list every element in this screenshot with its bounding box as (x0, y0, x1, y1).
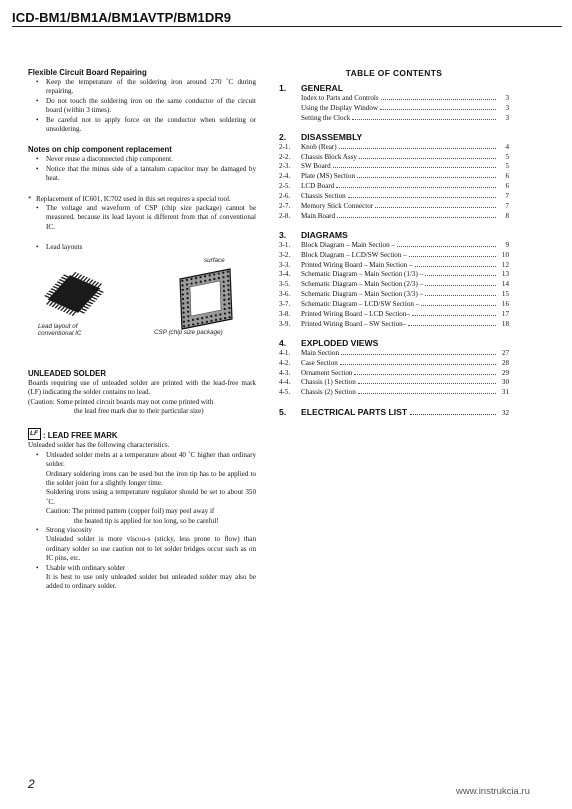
toc-section-heading[interactable] (279, 338, 509, 349)
toc-entry-title: Main Board (301, 211, 336, 220)
ic-lead (57, 281, 63, 284)
toc-leader-dots (409, 256, 496, 257)
toc-entry-title: Chassis (1) Section (301, 378, 356, 387)
toc-entry-number: 4-2. (279, 358, 291, 367)
toc-section-title: ELECTRICAL PARTS LIST (301, 407, 408, 418)
toc-leader-dots (415, 266, 497, 267)
toc-entry[interactable] (279, 378, 509, 388)
csp-ball (229, 316, 231, 318)
lead-free-mark-heading: LF : LEAD FREE MARK (30, 430, 118, 441)
toc-entry[interactable] (279, 114, 509, 124)
toc-entry-title: Schematic Diagram – Main Section (2/3) – (301, 280, 424, 289)
csp-ball (219, 313, 221, 315)
toc-entry[interactable] (279, 270, 509, 280)
toc-entry[interactable] (279, 182, 509, 192)
conventional-ic-label: Lead layout of conventional IC (38, 322, 82, 338)
conventional-ic-figure (34, 259, 114, 329)
lf-visc-p: Unleaded solder is more viscou-s (sticky, less prone to flow) than ordinary solder so use caution not to let solder bridges occur such as on IC pins, etc. (46, 535, 256, 563)
toc-entry-page: 4 (505, 142, 509, 151)
csp-ball (183, 320, 185, 322)
toc-leader-dots (340, 364, 496, 365)
toc-entry[interactable] (279, 172, 509, 182)
toc-entry-page: 8 (505, 211, 509, 220)
toc-entry-page: 18 (501, 319, 509, 328)
lf-mark-icon: LF (28, 428, 41, 440)
ic-lead (61, 276, 67, 279)
toc-leader-dots (397, 246, 496, 247)
toc-entry-number: 3-6. (279, 290, 291, 299)
csp-ball (218, 277, 220, 279)
csp-label: CSP (chip size package) (154, 328, 223, 336)
toc-leader-dots (357, 177, 496, 178)
toc-entry-page: 7 (505, 192, 509, 201)
toc-entry-page: 14 (501, 280, 509, 289)
lead-layouts-bullet: • Lead layouts (36, 243, 83, 252)
toc-entry-number: 4-5. (279, 388, 291, 397)
toc-entry-page: 3 (505, 103, 509, 112)
toc-entry-title: Printed Wiring Board – LCD Section– (301, 310, 410, 319)
toc-entry-title: Schematic Diagram – Main Section (3/3) – (301, 290, 424, 299)
toc-entry[interactable] (279, 320, 509, 330)
ic-lead (59, 279, 65, 282)
csp-ball (222, 276, 224, 278)
toc-entry-title: Knob (Rear) (301, 142, 337, 151)
toc-entry-title: SW Board (301, 162, 331, 171)
flex-bullet: • Keep the temperature of the soldering iron around 270 ˚C during repairing. (36, 78, 256, 96)
toc-entry-page: 6 (505, 182, 509, 191)
csp-ball (192, 323, 194, 325)
toc-entry[interactable] (279, 143, 509, 153)
ic-lead (90, 299, 96, 302)
toc-leader-dots (375, 207, 496, 208)
toc-leader-dots (339, 148, 496, 149)
csp-ball (223, 285, 225, 287)
lf-intro: Unleaded solder has the following characteristics. (28, 441, 170, 450)
csp-ball (218, 272, 220, 274)
toc-entry-title: Using the Display Window (301, 103, 379, 112)
csp-ball (195, 281, 197, 283)
ic-lead (94, 294, 100, 297)
csp-ball (209, 274, 211, 276)
flex-bullet: • Do not touch the soldering iron on the same conductor of the circuit board (within 3 times). (36, 96, 256, 115)
ic-lead (92, 296, 98, 299)
toc-entry[interactable] (279, 251, 509, 261)
toc-entry-title: Index to Parts and Controls (301, 94, 379, 102)
toc-entry[interactable] (279, 192, 509, 202)
toc-entry[interactable] (279, 349, 509, 359)
csp-ball (215, 318, 217, 320)
csp-ball (197, 318, 199, 320)
toc-entry[interactable] (279, 388, 509, 398)
csp-ball (182, 307, 184, 309)
toc-section-heading[interactable] (279, 230, 509, 241)
toc-entry-number: 4-3. (279, 368, 291, 377)
csp-figure (160, 263, 250, 331)
toc-entry-page: 29 (501, 368, 509, 377)
header-rule (12, 26, 562, 27)
toc-entry-page: 17 (501, 310, 509, 319)
toc-leader-dots (381, 99, 496, 100)
toc-entry[interactable] (279, 261, 509, 271)
toc-entry-title: Schematic Diagram – Main Section (1/3) – (301, 270, 424, 279)
csp-ball (227, 288, 229, 290)
toc-entry-page: 15 (501, 290, 509, 299)
toc-entry-page: 13 (501, 270, 509, 279)
toc-entry-number: 2-2. (279, 152, 291, 161)
csp-ball (222, 271, 224, 273)
toc-entry-page: 5 (505, 152, 509, 161)
csp-ball (187, 306, 189, 308)
toc-entry-number: 3-3. (279, 260, 291, 269)
csp-ball (228, 307, 230, 309)
unleaded-caution-cont: the lead free mark due to their particular size) (74, 406, 204, 415)
csp-ball (206, 320, 208, 322)
csp-ball (192, 318, 194, 320)
toc-entry[interactable] (279, 300, 509, 310)
toc-sections (279, 83, 509, 398)
toc-entry[interactable] (279, 153, 509, 163)
csp-ball (224, 312, 226, 314)
watermark: www.instrukcia.ru (456, 786, 530, 797)
toc-entry[interactable] (279, 359, 509, 369)
csp-ball (223, 280, 225, 282)
lf-item-usable: • Usable with ordinary solder (36, 563, 125, 572)
toc-entry-number: 3-8. (279, 310, 291, 319)
ic-lead (96, 292, 102, 295)
csp-ball (186, 288, 188, 290)
lead-layout-figures (28, 257, 256, 349)
csp-ball (183, 316, 185, 318)
csp-ball (181, 279, 183, 281)
toc-entry-page: 16 (501, 300, 509, 309)
toc-entry-title: Chassis Section (301, 192, 346, 201)
ic-lead (98, 290, 104, 293)
toc-leader-dots (337, 217, 496, 218)
toc-entry[interactable] (279, 162, 509, 172)
csp-ball (213, 278, 215, 280)
csp-ball (224, 317, 226, 319)
csp-ball (191, 282, 193, 284)
toc-section-electrical-parts[interactable] (279, 407, 509, 419)
csp-bullet: • The voltage and waveform of CSP (chip size package) cannot be measured, because its lead layout is different from that of conventional IC. (36, 204, 256, 231)
toc-entry-page: 6 (505, 172, 509, 181)
csp-ball (201, 317, 203, 319)
toc-entry[interactable] (279, 369, 509, 379)
toc-section-number: 3. (279, 229, 287, 240)
ic-lead (79, 310, 85, 313)
toc-entry-title: Ornament Section (301, 368, 353, 377)
ic-lead (88, 301, 94, 304)
csp-ball (186, 278, 188, 280)
csp-ball (227, 279, 229, 281)
lf-melt-p1: Ordinary soldering irons can be used but the iron tip has to be applied to the solder joint for a slightly longer time. (46, 469, 256, 487)
toc-entry-number: 2-4. (279, 172, 291, 181)
toc-entry-number: 3-5. (279, 280, 291, 289)
toc-entry-page: 3 (505, 113, 509, 122)
csp-ball (186, 292, 188, 294)
csp-ball (187, 297, 189, 299)
toc-entry-title: Printed Wiring Board – SW Section– (301, 319, 407, 328)
csp-ball (227, 270, 229, 272)
csp-ball (227, 284, 229, 286)
toc-leader-dots (348, 197, 496, 198)
toc-entry[interactable] (279, 104, 509, 114)
csp-ball (182, 302, 184, 304)
csp-ball (209, 278, 211, 280)
toc-entry-title: Block Diagram – Main Section – (301, 240, 395, 249)
csp-ball (187, 301, 189, 303)
csp-ball (210, 315, 212, 317)
toc-leader-dots (412, 315, 496, 316)
csp-ball (223, 289, 225, 291)
csp-ball (187, 315, 189, 317)
csp-ball (182, 298, 184, 300)
toc-entry-number: 2-7. (279, 202, 291, 211)
toc-entry-number: 2-1. (279, 142, 291, 151)
ic-lead (86, 303, 92, 306)
csp-ball (200, 280, 202, 282)
csp-ball (204, 279, 206, 281)
lf-melt-caution: Caution: The printed pattern (copper foil) may peel away if the heated tip is applied for too long, so be careful! (46, 507, 219, 525)
toc-section-number: 4. (279, 337, 287, 348)
csp-ball (206, 316, 208, 318)
toc-entry-title: Block Diagram – LCD/SW Section – (301, 250, 407, 259)
unleaded-text: Boards requiring use of unleaded solder are printed with the lead-free mark (LF) indicating the solder contains no lead. (28, 378, 256, 397)
csp-ball (190, 278, 192, 280)
toc-entry-page: 9 (505, 240, 509, 249)
toc-entry-number: 3-9. (279, 319, 291, 328)
page-number: 2 (28, 777, 35, 791)
toc-entry[interactable] (279, 280, 509, 290)
ic-lead (50, 288, 56, 291)
toc-entry-title: Setting the Clock (301, 113, 351, 122)
model-header: ICD-BM1/BM1A/BM1AVTP/BM1DR9 (12, 10, 232, 25)
toc-entry-page: 28 (501, 358, 509, 367)
ic-lead (48, 290, 54, 293)
csp-ball (197, 322, 199, 324)
toc-entry[interactable] (279, 202, 509, 212)
csp-ball (210, 319, 212, 321)
toc-entry-page: 7 (505, 202, 509, 211)
csp-ball (227, 275, 229, 277)
toc-entry-number: 3-2. (279, 250, 291, 259)
csp-ball (186, 283, 188, 285)
toc-entry[interactable] (279, 290, 509, 300)
csp-ball (199, 276, 201, 278)
toc-entry-number: 2-5. (279, 182, 291, 191)
toc-section-heading[interactable] (279, 83, 509, 94)
csp-ball (228, 311, 230, 313)
toc-leader-dots (358, 393, 496, 394)
chip-bullet: • Never reuse a disconnected chip component. (36, 155, 173, 164)
toc-section-number: 2. (279, 131, 287, 142)
toc-section-number: 5. (279, 407, 287, 418)
csp-ball (228, 293, 230, 295)
unleaded-solder-heading: UNLEADED SOLDER (28, 368, 106, 378)
csp-ball (204, 275, 206, 277)
toc-section-title: EXPLODED VIEWS (301, 337, 379, 348)
csp-ball (181, 284, 183, 286)
toc-entry-page: 3 (505, 94, 509, 102)
toc-entry-number: 3-4. (279, 270, 291, 279)
toc-leader-dots (425, 295, 496, 296)
toc-section-number: 1. (279, 83, 287, 93)
toc-entry-title: Chassis Block Assy (301, 152, 357, 161)
toc-leader-dots (333, 167, 496, 168)
csp-ball (187, 319, 189, 321)
toc-entry-title: Main Section (301, 348, 340, 357)
toc-entry-title: Case Section (301, 358, 338, 367)
toc-entry[interactable] (279, 212, 509, 222)
lf-melt-p2: Soldering irons using a temperature regulator should be set to about 350 ˚C. (46, 488, 256, 506)
csp-ball (183, 311, 185, 313)
chip-replacement-heading: Notes on chip component replacement (28, 145, 172, 155)
ic-lead (53, 286, 59, 289)
toc-leader-dots (352, 119, 496, 120)
ic-lead (44, 295, 50, 298)
toc-entry-page: 31 (501, 388, 509, 397)
csp-ball (213, 273, 215, 275)
table-of-contents (279, 68, 509, 419)
toc-entry-page: 12 (501, 260, 509, 269)
toc-leader-dots (425, 285, 496, 286)
lf-item-viscosity: • Strong viscosity (36, 525, 92, 534)
toc-leader-dots (359, 158, 496, 159)
toc-leader-dots (358, 383, 496, 384)
csp-ball (195, 277, 197, 279)
toc-entry-number: 2-8. (279, 211, 291, 220)
toc-leader-dots (421, 305, 496, 306)
replacement-note: * Replacement of IC601, IC702 used in this set requires a special tool. (28, 194, 231, 203)
unleaded-caution: (Caution: Some printed circuit boards may not come printed with (28, 397, 214, 406)
toc-entry-page: 10 (501, 250, 509, 259)
flex-repair-heading: Flexible Circuit Board Repairing (28, 68, 147, 77)
toc-section-heading[interactable] (279, 132, 509, 143)
csp-ball (201, 321, 203, 323)
ic-lead (46, 292, 52, 295)
toc-leader-dots (380, 109, 496, 110)
csp-ball (187, 310, 189, 312)
toc-entry-title: Schematic Diagram – LCD/SW Section – (301, 300, 420, 309)
ic-lead (81, 308, 87, 311)
csp-ball (188, 324, 190, 326)
csp-ball (219, 318, 221, 320)
toc-entry-number: 4-4. (279, 378, 291, 387)
csp-ball (223, 298, 225, 300)
surface-label: surface (204, 256, 225, 264)
toc-leader-dots (408, 325, 496, 326)
toc-entry-number: 2-6. (279, 192, 291, 201)
toc-entry-number: 4-1. (279, 348, 291, 357)
toc-entry-number: 2-3. (279, 162, 291, 171)
toc-page-number: 32 (501, 409, 509, 418)
csp-ball (182, 293, 184, 295)
lf-item-melt: • Unleaded solder melts at a temperature about 40 ˚C higher than ordinary solder. (36, 450, 256, 469)
toc-entry[interactable] (279, 94, 509, 104)
csp-ball (215, 314, 217, 316)
toc-entry-title: Plate (MS) Section (301, 172, 355, 181)
flex-bullet: • Be careful not to apply force on the conductor when soldering or unsoldering. (36, 115, 256, 134)
toc-entry-title: LCD Board (301, 182, 335, 191)
chip-bullet: • Notice that the minus side of a tantalum capacitor may be damaged by heat. (36, 164, 256, 183)
left-column (28, 68, 256, 592)
toc-entry-page: 27 (501, 348, 509, 357)
toc-section-title: DIAGRAMS (301, 229, 348, 240)
ic-lead (83, 306, 89, 309)
toc-entry-number: 3-1. (279, 240, 291, 249)
toc-entry-page: 5 (505, 162, 509, 171)
csp-ball (228, 302, 230, 304)
csp-ball (228, 298, 230, 300)
csp-ball (183, 325, 185, 327)
toc-leader-dots (354, 374, 496, 375)
ic-lead (63, 274, 69, 277)
toc-entry-title: Memory Stick Connector (301, 202, 374, 211)
csp-ball (223, 294, 225, 296)
toc-entry-number: 3-7. (279, 300, 291, 309)
toc-leader-dots (410, 414, 496, 415)
toc-entry-title: Printed Wiring Board – Main Section – (301, 260, 413, 269)
toc-leader-dots (341, 354, 496, 355)
toc-section-title: DISASSEMBLY (301, 131, 363, 142)
csp-ball (182, 288, 184, 290)
lf-usable-p: It is best to use only unleaded solder but unleaded solder may also be added to ordinary solder. (46, 573, 256, 591)
toc-title: TABLE OF CONTENTS (345, 68, 443, 78)
csp-ball (224, 308, 226, 310)
csp-ball (223, 303, 225, 305)
ic-lead (55, 283, 61, 286)
toc-section-title: GENERAL (301, 83, 344, 93)
toc-entry-page: 30 (501, 378, 509, 387)
toc-leader-dots (425, 275, 496, 276)
toc-leader-dots (336, 187, 496, 188)
toc-entry[interactable] (279, 241, 509, 251)
toc-entry-title: Chassis (2) Section (301, 388, 356, 397)
toc-entry[interactable] (279, 310, 509, 320)
